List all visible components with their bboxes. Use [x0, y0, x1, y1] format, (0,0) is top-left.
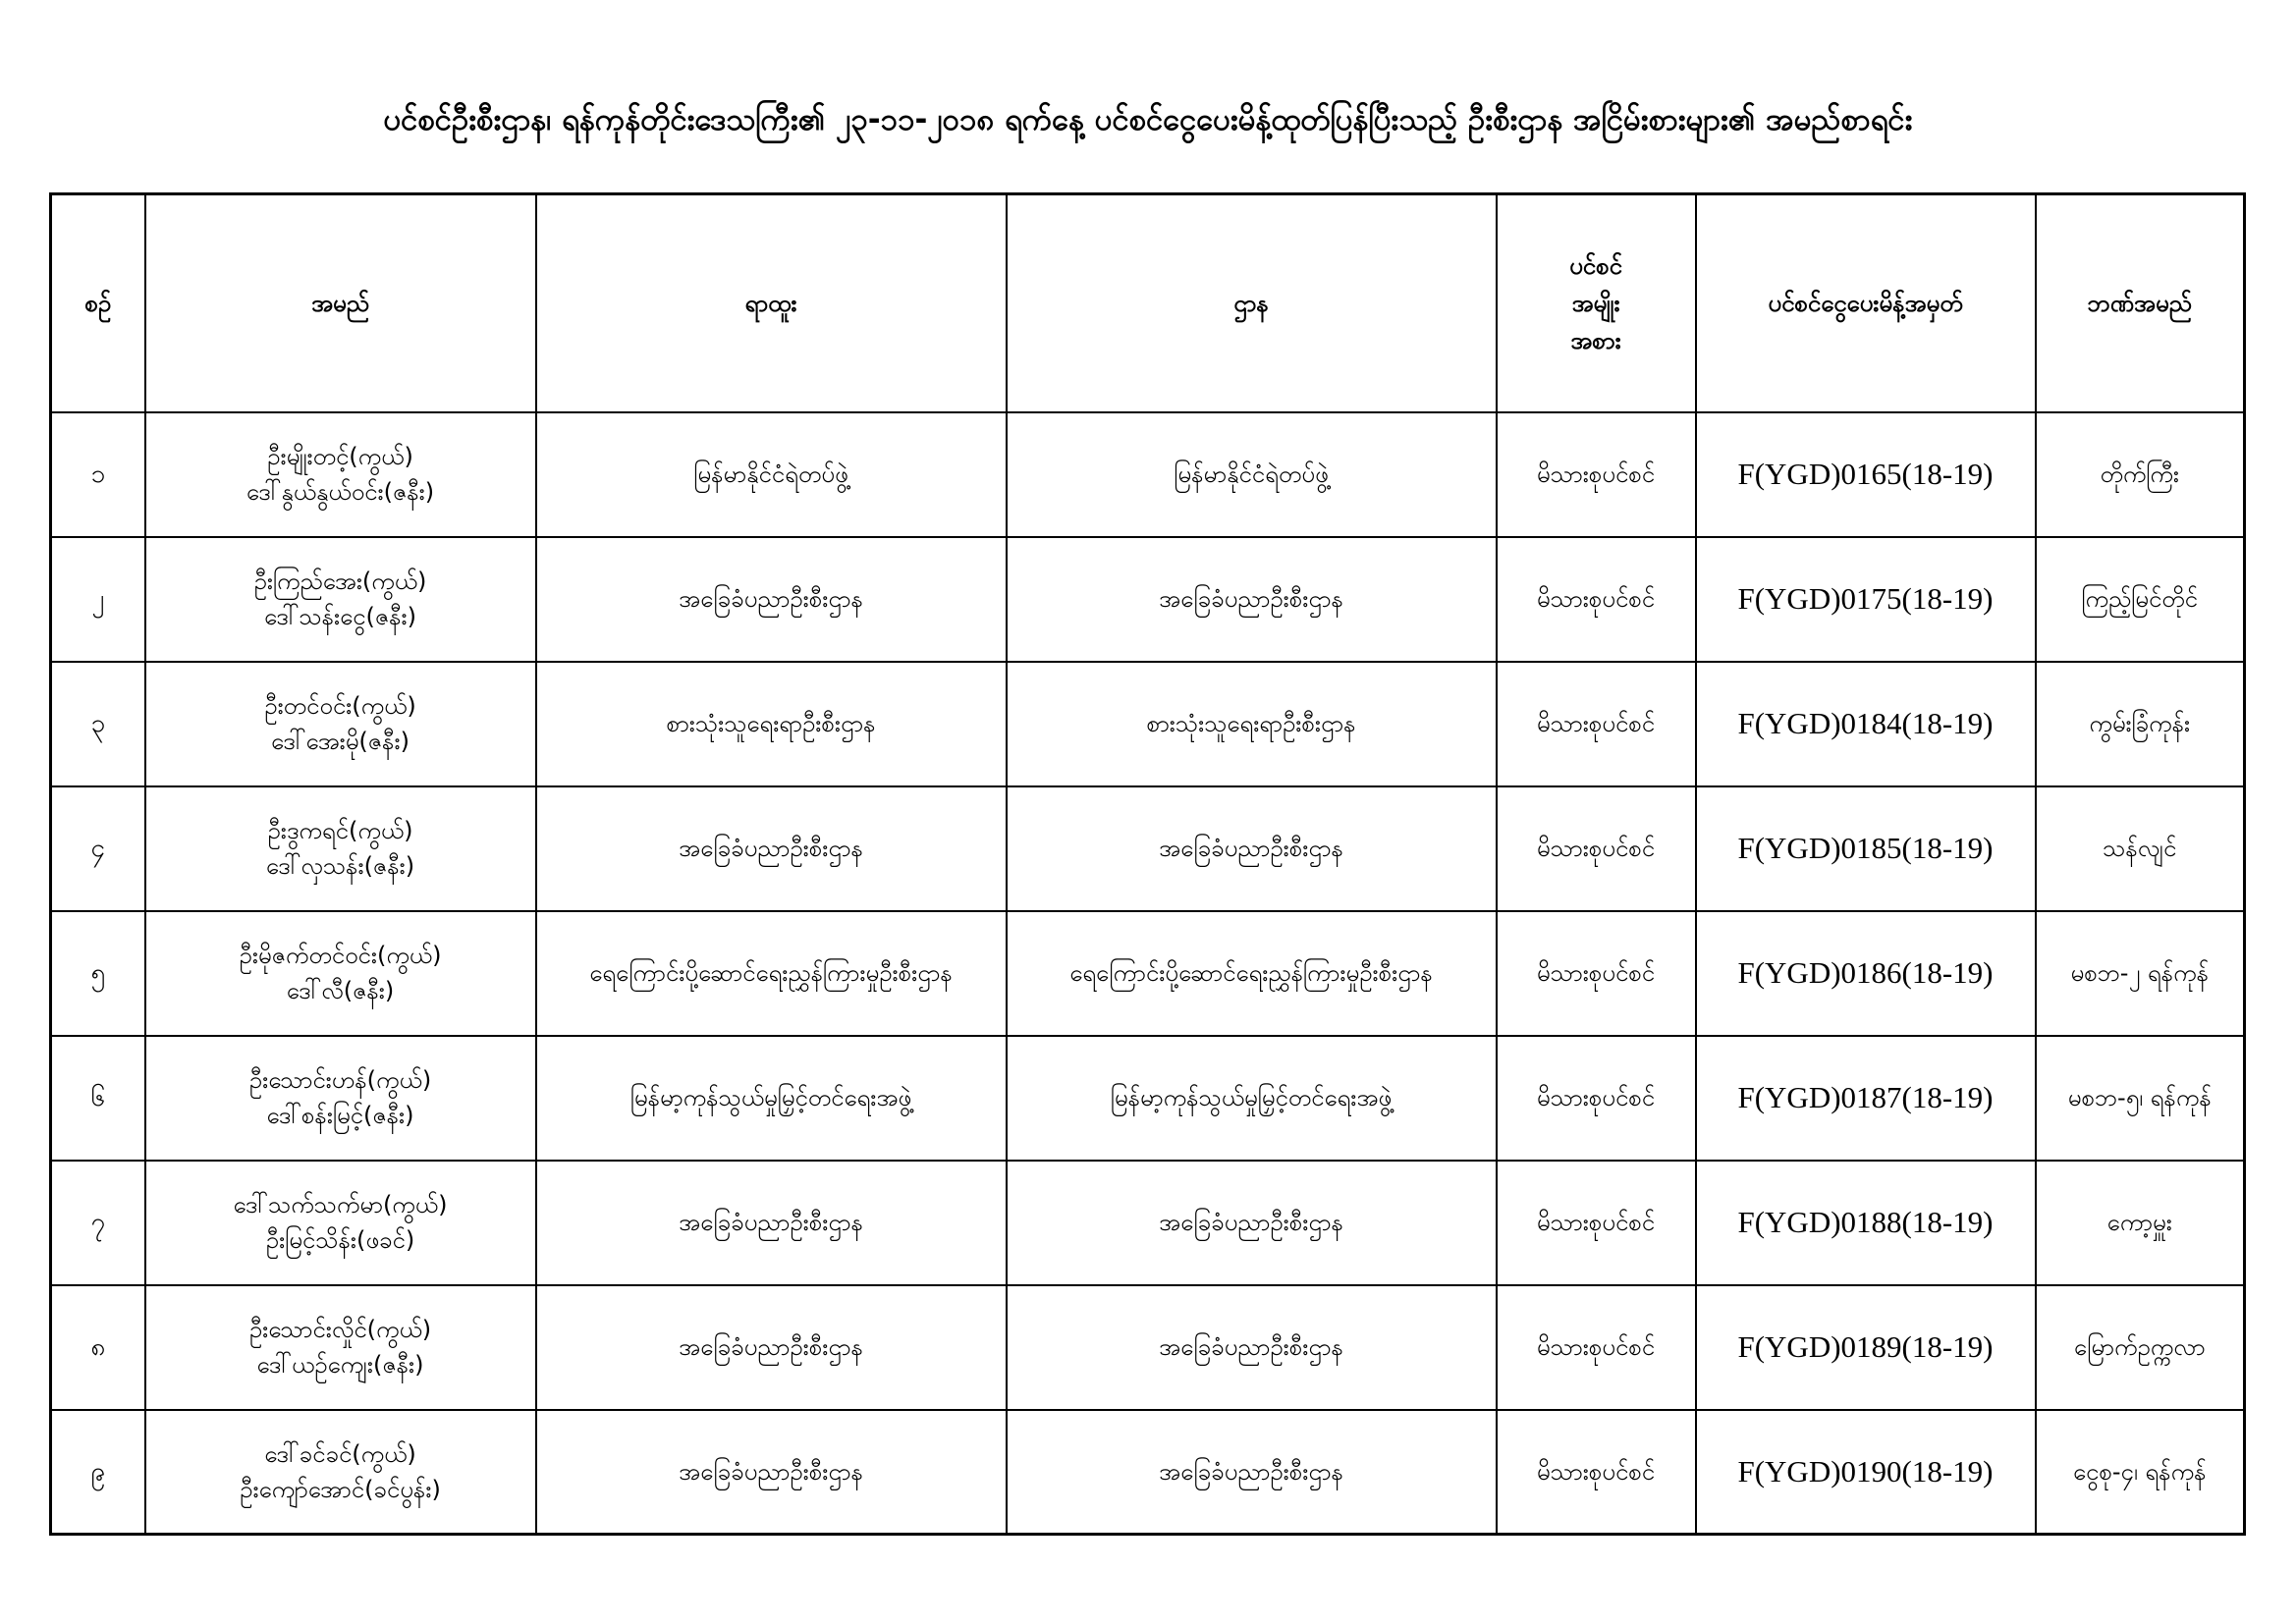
cell-name [145, 1285, 536, 1410]
table-row [51, 1410, 2245, 1535]
cell-pension-type: မိသားစုပင်စင် [1497, 1036, 1696, 1161]
name-deceased: ဦးမျိုးတင့်(ကွယ်) [267, 443, 413, 470]
name-recipient: ဒေါ်လီ(ဇနီး) [286, 977, 395, 1004]
table-row [51, 412, 2245, 537]
cell-name [145, 1036, 536, 1161]
name-recipient: ဒေါ်သန်းငွေ(ဇနီး) [263, 603, 416, 630]
name-recipient: ဒေါ်နွယ်နွယ်ဝင်း(ဇနီး) [246, 478, 435, 506]
cell-order-no: F(YGD)0186(18-19) [1696, 911, 2036, 1036]
cell-pension-type: မိသားစုပင်စင် [1497, 786, 1696, 911]
name-deceased: ဦးမိုဇက်တင်ဝင်း(ကွယ်) [239, 942, 442, 969]
name-recipient: ဒေါ်လှသန်း(ဇနီး) [265, 852, 415, 880]
cell-pension-type: မိသားစုပင်စင် [1497, 1410, 1696, 1535]
name-recipient: ဒေါ်အေးမို(ဇနီး) [271, 728, 410, 755]
header-pension-type-line-3: အစား [1570, 326, 1621, 354]
name-recipient: ဦးကျော်အောင်(ခင်ပွန်း) [240, 1475, 441, 1503]
cell-rank: အခြေခံပညာဦးစီးဌာန [536, 786, 1007, 911]
header-pension-type-line-1: ပင်စင် [1569, 251, 1622, 280]
cell-department: အခြေခံပညာဦးစီးဌာန [1007, 537, 1497, 662]
cell-bank: တိုက်ကြီး [2036, 412, 2245, 537]
table-row [51, 662, 2245, 786]
table-row [51, 1036, 2245, 1161]
cell-no: ၄ [51, 786, 145, 911]
cell-order-no: F(YGD)0187(18-19) [1696, 1036, 2036, 1161]
table-row [51, 911, 2245, 1036]
cell-order-no: F(YGD)0165(18-19) [1696, 412, 2036, 537]
cell-name [145, 786, 536, 911]
cell-rank: ရေကြောင်းပို့ဆောင်ရေးညွှန်ကြားမှုဦးစီးဌာန [536, 911, 1007, 1036]
cell-no: ၂ [51, 537, 145, 662]
cell-rank: မြန်မာနိုင်ငံရဲတပ်ဖွဲ့ [536, 412, 1007, 537]
cell-pension-type: မိသားစုပင်စင် [1497, 1285, 1696, 1410]
name-recipient: ဦးမြင့်သိန်း(ဖခင်) [265, 1226, 415, 1254]
cell-rank: အခြေခံပညာဦးစီးဌာန [536, 1285, 1007, 1410]
cell-order-no: F(YGD)0175(18-19) [1696, 537, 2036, 662]
name-recipient: ဒေါ်စန်းမြင့်(ဇနီး) [266, 1102, 414, 1129]
cell-order-no: F(YGD)0188(18-19) [1696, 1161, 2036, 1285]
table-row [51, 1285, 2245, 1410]
cell-bank: ငွေစု-၄၊ ရန်ကုန် [2036, 1410, 2245, 1535]
cell-bank: မြောက်ဥက္ကလာ [2036, 1285, 2245, 1410]
cell-name [145, 1161, 536, 1285]
cell-bank: သန်လျင် [2036, 786, 2245, 911]
cell-rank: အခြေခံပညာဦးစီးဌာန [536, 537, 1007, 662]
cell-no: ၃ [51, 662, 145, 786]
pensioner-table [49, 192, 2246, 1536]
cell-order-no: F(YGD)0184(18-19) [1696, 662, 2036, 786]
name-deceased: ဦးသောင်းဟန်(ကွယ်) [248, 1066, 432, 1094]
header-name: အမည် [145, 194, 536, 412]
cell-no: ၈ [51, 1285, 145, 1410]
cell-order-no: F(YGD)0189(18-19) [1696, 1285, 2036, 1410]
cell-bank: ကွမ်းခြံကုန်း [2036, 662, 2245, 786]
header-row [51, 194, 2245, 412]
cell-pension-type: မိသားစုပင်စင် [1497, 911, 1696, 1036]
cell-department: ရေကြောင်းပို့ဆောင်ရေးညွှန်ကြားမှုဦးစီးဌာန [1007, 911, 1497, 1036]
cell-rank: အခြေခံပညာဦးစီးဌာန [536, 1410, 1007, 1535]
header-pension-type [1497, 194, 1696, 412]
cell-bank: မစဘ-၅၊ ရန်ကုန် [2036, 1036, 2245, 1161]
cell-no: ၆ [51, 1036, 145, 1161]
cell-name [145, 1410, 536, 1535]
cell-pension-type: မိသားစုပင်စင် [1497, 412, 1696, 537]
cell-department: အခြေခံပညာဦးစီးဌာန [1007, 786, 1497, 911]
name-deceased: ဦးကြည်အေး(ကွယ်) [253, 568, 427, 595]
cell-pension-type: မိသားစုပင်စင် [1497, 537, 1696, 662]
cell-name [145, 537, 536, 662]
cell-order-no: F(YGD)0190(18-19) [1696, 1410, 2036, 1535]
name-deceased: ဦးတင်ဝင်း(ကွယ်) [264, 692, 416, 720]
cell-name [145, 412, 536, 537]
cell-department: စားသုံးသူရေးရာဦးစီးဌာန [1007, 662, 1497, 786]
cell-pension-type: မိသားစုပင်စင် [1497, 1161, 1696, 1285]
cell-bank: ကြည့်မြင်တိုင် [2036, 537, 2245, 662]
cell-order-no: F(YGD)0185(18-19) [1696, 786, 2036, 911]
header-department: ဌာန [1007, 194, 1497, 412]
cell-no: ၇ [51, 1161, 145, 1285]
cell-pension-type: မိသားစုပင်စင် [1497, 662, 1696, 786]
cell-rank: မြန်မာ့ကုန်သွယ်မှုမြှင့်တင်ရေးအဖွဲ့ [536, 1036, 1007, 1161]
cell-department: မြန်မာ့ကုန်သွယ်မှုမြှင့်တင်ရေးအဖွဲ့ [1007, 1036, 1497, 1161]
header-order-no: ပင်စင်ငွေပေးမိန့်အမှတ် [1696, 194, 2036, 412]
header-no: စဥ် [51, 194, 145, 412]
header-rank: ရာထူး [536, 194, 1007, 412]
cell-bank: မစဘ-၂ ရန်ကုန် [2036, 911, 2245, 1036]
cell-department: အခြေခံပညာဦးစီးဌာန [1007, 1161, 1497, 1285]
cell-no: ၅ [51, 911, 145, 1036]
cell-bank: ကော့မှူး [2036, 1161, 2245, 1285]
table-row [51, 786, 2245, 911]
header-bank: ဘဏ်အမည် [2036, 194, 2245, 412]
cell-no: ၁ [51, 412, 145, 537]
name-deceased: ဦးဒွကရင်(ကွယ်) [267, 817, 413, 844]
name-deceased: ဒေါ်ခင်ခင်(ကွယ်) [264, 1439, 416, 1468]
cell-name [145, 911, 536, 1036]
cell-no: ၉ [51, 1410, 145, 1535]
cell-department: အခြေခံပညာဦးစီးဌာန [1007, 1410, 1497, 1535]
name-deceased: ဒေါ်သက်သက်မာ(ကွယ်) [233, 1191, 448, 1218]
cell-department: အခြေခံပညာဦးစီးဌာန [1007, 1285, 1497, 1410]
page-title: ပင်စင်ဦးစီးဌာန၊ ရန်ကုန်တိုင်းဒေသကြီး၏ ၂၃-၁၁-၂၀၁၈ ရက်နေ့ ပင်စင်ငွေပေးမိန့်ထုတ်ပြန်ပြီးသည့် ဦးစီးဌာန အငြိမ်းစားများ၏ အမည်စာရင်း [383, 102, 1913, 137]
cell-department: မြန်မာနိုင်ငံရဲတပ်ဖွဲ့ [1007, 412, 1497, 537]
name-recipient: ဒေါ်ယဥ်ကျေး(ဇနီး) [256, 1351, 424, 1379]
cell-rank: အခြေခံပညာဦးစီးဌာန [536, 1161, 1007, 1285]
table-row [51, 537, 2245, 662]
name-deceased: ဦးသောင်းလှိုင်(ကွယ်) [248, 1316, 432, 1343]
header-pension-type-line-2: အမျိုး [1571, 289, 1620, 317]
cell-rank: စားသုံးသူရေးရာဦးစီးဌာန [536, 662, 1007, 786]
table-row [51, 1161, 2245, 1285]
cell-name [145, 662, 536, 786]
